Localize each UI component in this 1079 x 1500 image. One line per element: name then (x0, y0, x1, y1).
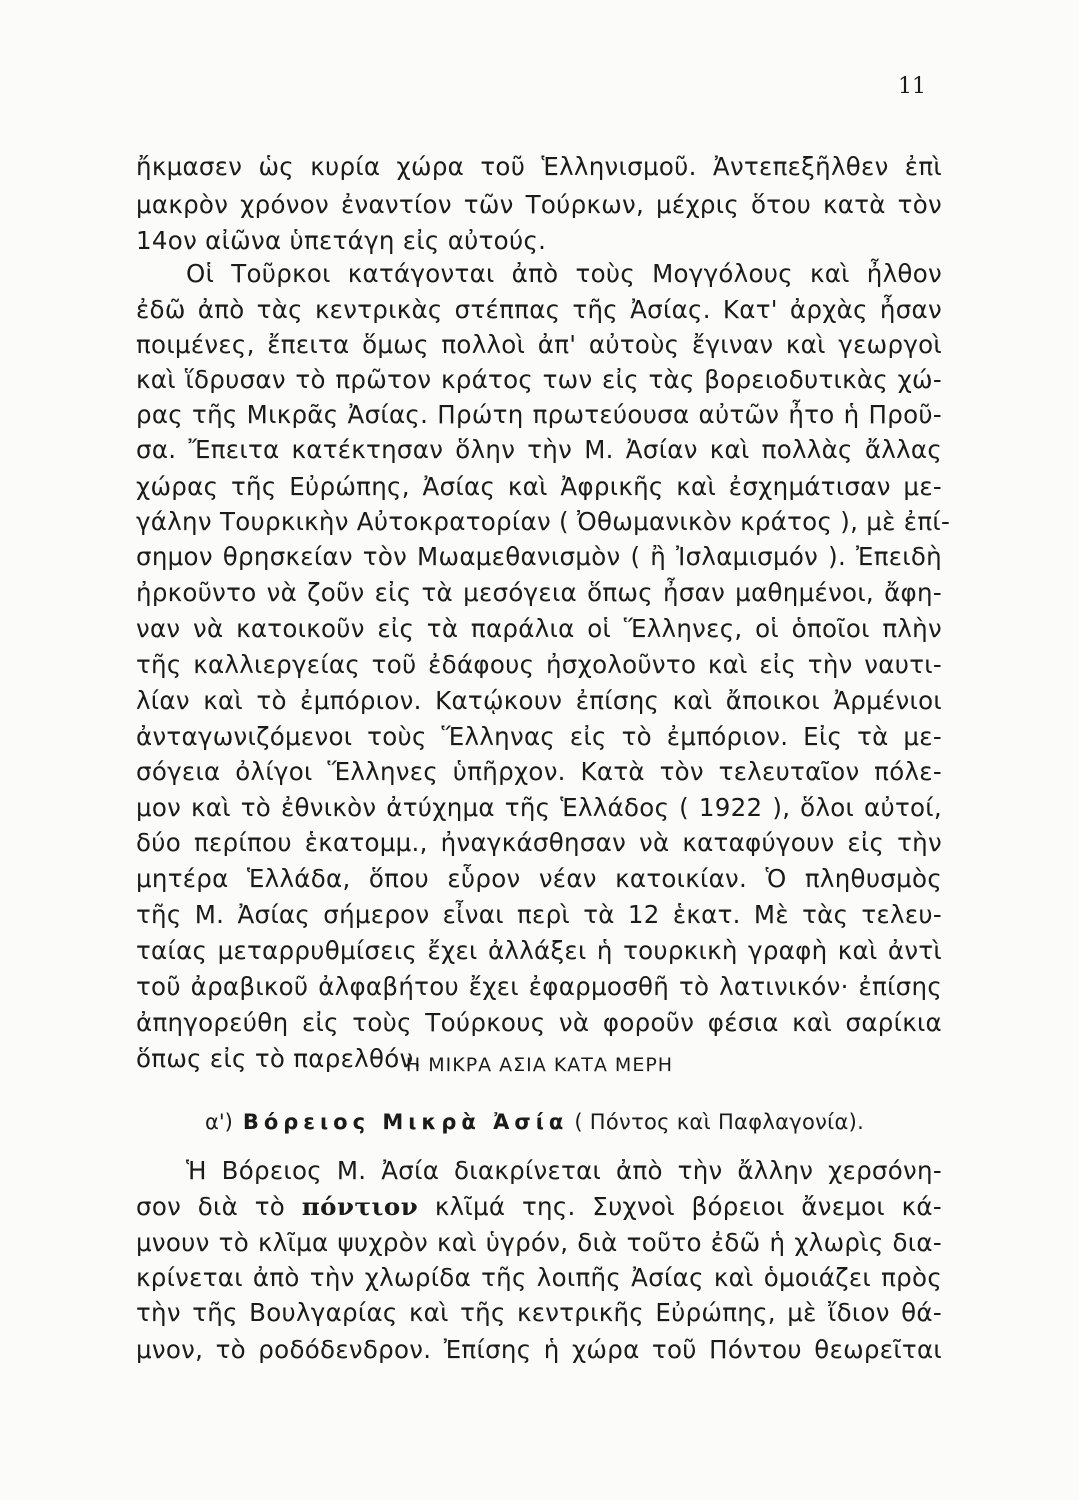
text-line: Ἡ Βόρειος Μ. Ἀσία διακρίνεται ἀπὸ τὴν ἄλλην χερσόνη- (186, 1156, 942, 1185)
text-line: μνον, τὸ ροδόδενδρον. Ἐπίσης ἡ χώρα τοῦ Πόντου θεωρεῖται (136, 1335, 942, 1364)
text-line (136, 1192, 942, 1222)
text-line: ἀπηγορεύθη εἰς τοὺς Τούρκους νὰ φοροῦν φέσια καὶ σαρίκια (136, 1008, 942, 1037)
text-line: σόγεια ὀλίγοι Ἕλληνες ὑπῆρχον. Κατὰ τὸν τελευταῖον πόλε- (136, 757, 942, 786)
text-line: ἤκμασεν ὡς κυρία χώρα τοῦ Ἑλληνισμοῦ. Ἀντεπεξῆλθεν ἐπὶ (136, 152, 942, 181)
text-line: 14ον αἰῶνα ὑπετάγη εἰς αὐτούς. (136, 226, 547, 255)
subsection-parenthetical: ( Πόντος καὶ Παφλαγονία). (574, 1110, 865, 1134)
text-line: μητέρα Ἑλλάδα, ὅπου εὗρον νέαν κατοικίαν. Ὁ πληθυσμὸς (136, 864, 942, 893)
text-fragment: σον διὰ τὸ (136, 1192, 286, 1221)
subsection-heading (205, 1110, 864, 1134)
text-line: ποιμένες, ἔπειτα ὅμως πολλοὶ ἀπ' αὐτοὺς ἔγιναν καὶ γεωργοὶ (136, 330, 942, 359)
text-line: κρίνεται ἀπὸ τὴν χλωρίδα τῆς λοιπῆς Ἀσίας καὶ ὁμοιάζει πρὸς (136, 1263, 942, 1292)
text-line: τῆς Μ. Ἀσίας σήμερον εἶναι περὶ τὰ 12 ἑκατ. Μὲ τὰς τελευ- (136, 900, 942, 929)
text-line: σημον θρησκείαν τὸν Μωαμεθανισμὸν ( ἢ Ἰσλαμισμόν ). Ἐπειδὴ (136, 542, 942, 571)
text-line: ἠρκοῦντο νὰ ζοῦν εἰς τὰ μεσόγεια ὅπως ἦσαν μαθημένοι, ἄφη- (136, 578, 942, 607)
text-line: καὶ ἵδρυσαν τὸ πρῶτον κράτος των εἰς τὰς βορειοδυτικὰς χώ- (136, 365, 942, 394)
text-line: ρας τῆς Μικρᾶς Ἀσίας. Πρώτη πρωτεύουσα αὐτῶν ἦτο ἡ Προῦ- (136, 400, 942, 429)
text-line: σα. Ἔπειτα κατέκτησαν ὅλην τὴν Μ. Ἀσίαν καὶ πολλὰς ἄλλας (136, 435, 942, 464)
text-fragment: κλῖμά της. Συχνοὶ βόρειοι ἄνεμοι κά- (434, 1192, 942, 1221)
text-line: ὅπως εἰς τὸ παρελθόν. (136, 1044, 422, 1073)
text-line: δύο περίπου ἑκατομμ., ἠναγκάσθησαν νὰ καταφύγουν εἰς τὴν (136, 828, 942, 857)
text-line: μνουν τὸ κλῖμα ψυχρὸν καὶ ὑγρόν, διὰ τοῦτο ἐδῶ ἡ χλωρὶς δια- (136, 1228, 942, 1257)
text-line: ἐδῶ ἀπὸ τὰς κεντρικὰς στέππας τῆς Ἀσίας. Κατ' ἀρχὰς ἦσαν (136, 295, 942, 324)
section-heading: Η ΜΙΚΡΑ ΑΣΙΑ ΚΑΤΑ ΜΕΡΗ (405, 1054, 674, 1076)
emphasized-word: πόντιον (301, 1192, 419, 1221)
text-line: ναν νὰ κατοικοῦν εἰς τὰ παράλια οἱ Ἕλληνες, οἱ ὁποῖοι πλὴν (136, 614, 942, 643)
text-line: ταίας μεταρρυθμίσεις ἔχει ἀλλάξει ἡ τουρκικὴ γραφὴ καὶ ἀντὶ (136, 936, 942, 965)
text-line: μον καὶ τὸ ἐθνικὸν ἀτύχημα τῆς Ἑλλάδος ( 1922 ), ὅλοι αὐτοί, (136, 793, 942, 822)
text-line: ἀνταγωνιζόμενοι τοὺς Ἕλληνας εἰς τὸ ἐμπόριον. Εἰς τὰ με- (136, 722, 942, 751)
text-line: Οἱ Τοῦρκοι κατάγονται ἀπὸ τοὺς Μογγόλους καὶ ἦλθον (186, 259, 942, 288)
text-line: μακρὸν χρόνον ἐναντίον τῶν Τούρκων, μέχρις ὅτου κατὰ τὸν (136, 190, 942, 219)
page-number: 11 (898, 74, 926, 99)
subsection-title: Βόρειος Μικρὰ Ἀσία (242, 1110, 569, 1134)
text-line: τῆς καλλιεργείας τοῦ ἐδάφους ἠσχολοῦντο καὶ εἰς τὴν ναυτι- (136, 650, 942, 679)
text-line: λίαν καὶ τὸ ἐμπόριον. Κατῴκουν ἐπίσης καὶ ἄποικοι Ἀρμένιοι (136, 686, 942, 715)
subsection-label: α') (205, 1110, 233, 1134)
text-line: χώρας τῆς Εὐρώπης, Ἀσίας καὶ Ἀφρικῆς καὶ ἐσχημάτισαν με- (136, 472, 942, 501)
text-line: γάλην Τουρκικὴν Αὐτοκρατορίαν ( Ὀθωμανικὸν κράτος ), μὲ ἐπί- (136, 507, 951, 536)
text-line: τὴν τῆς Βουλγαρίας καὶ τῆς κεντρικῆς Εὐρώπης, μὲ ἴδιον θά- (136, 1298, 942, 1327)
text-line: τοῦ ἀραβικοῦ ἀλφαβήτου ἔχει ἐφαρμοσθῆ τὸ λατινικόν· ἐπίσης (136, 972, 942, 1001)
